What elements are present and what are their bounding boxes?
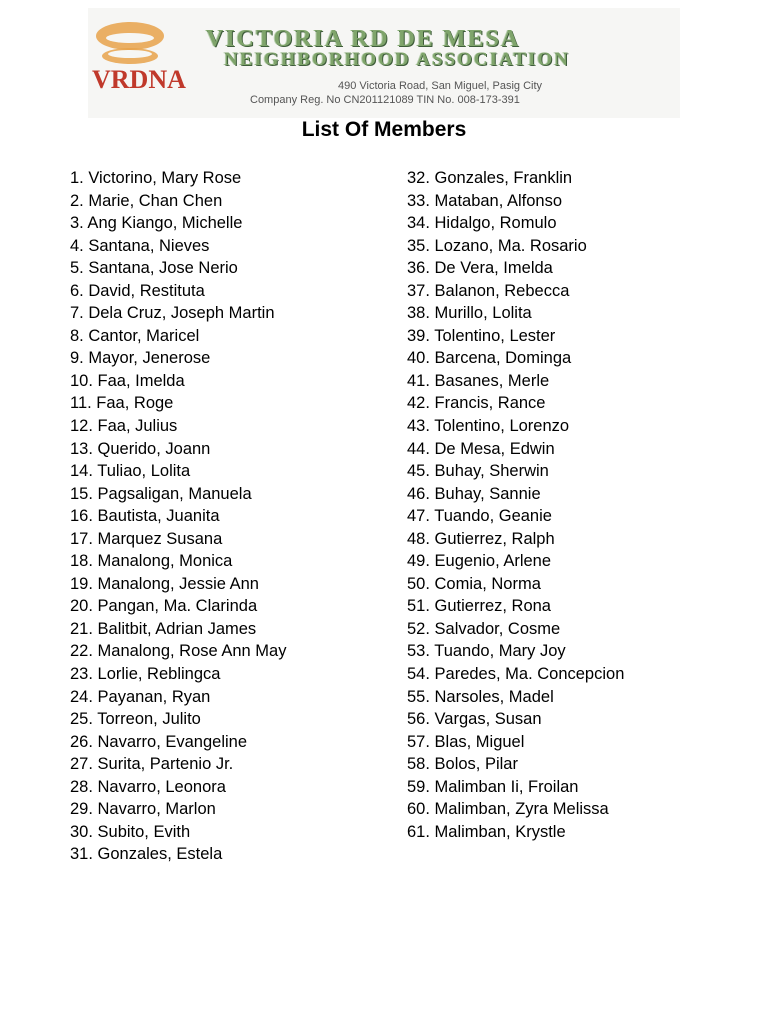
logo-text: VRDNA (92, 65, 186, 94)
member-item: 9. Mayor, Jenerose (70, 349, 211, 368)
member-item: 14. Tuliao, Lolita (70, 462, 191, 481)
member-item: 38. Murillo, Lolita (407, 304, 532, 323)
member-item: 40. Barcena, Dominga (407, 349, 572, 368)
member-item: 39. Tolentino, Lester (407, 326, 556, 345)
letterhead (88, 8, 680, 118)
member-item: 25. Torreon, Julito (70, 710, 201, 729)
member-item: 45. Buhay, Sherwin (407, 462, 549, 481)
member-item: 58. Bolos, Pilar (407, 755, 518, 774)
member-item: 21. Balitbit, Adrian James (70, 619, 257, 638)
member-item: 35. Lozano, Ma. Rosario (407, 236, 587, 255)
member-item: 53. Tuando, Mary Joy (407, 642, 566, 661)
member-item: 41. Basanes, Merle (407, 371, 550, 390)
member-item: 27. Surita, Partenio Jr. (70, 755, 234, 774)
member-item: 43. Tolentino, Lorenzo (407, 417, 570, 436)
member-item: 29. Navarro, Marlon (70, 800, 216, 819)
member-item: 16. Bautista, Juanita (70, 507, 220, 526)
member-item: 42. Francis, Rance (407, 394, 546, 413)
member-item: 56. Vargas, Susan (407, 710, 542, 729)
page-title: List Of Members (301, 118, 467, 141)
member-item: 15. Pagsaligan, Manuela (70, 484, 252, 503)
member-item: 59. Malimban Ii, Froilan (407, 777, 579, 796)
member-item: 11. Faa, Roge (70, 394, 174, 413)
member-item: 61. Malimban, Krystle (407, 822, 566, 841)
member-item: 47. Tuando, Geanie (407, 507, 552, 526)
member-item: 49. Eugenio, Arlene (407, 552, 552, 571)
member-item: 24. Payanan, Ryan (70, 687, 211, 706)
member-item: 5. Santana, Jose Nerio (70, 259, 238, 278)
member-item: 54. Paredes, Ma. Concepcion (407, 665, 625, 684)
member-item: 48. Gutierrez, Ralph (407, 529, 555, 548)
member-item: 34. Hidalgo, Romulo (407, 214, 557, 233)
member-item: 33. Mataban, Alfonso (407, 191, 563, 210)
member-item: 4. Santana, Nieves (70, 236, 210, 255)
org-address: 490 Victoria Road, San Miguel, Pasig City (338, 80, 543, 92)
member-item: 31. Gonzales, Estela (70, 845, 223, 864)
member-item: 52. Salvador, Cosme (407, 619, 561, 638)
member-item: 32. Gonzales, Franklin (407, 169, 573, 187)
member-item: 18. Manalong, Monica (70, 552, 233, 571)
member-item: 57. Blas, Miguel (407, 732, 525, 751)
members-list-left (70, 167, 286, 866)
member-item: 55. Narsoles, Madel (407, 687, 554, 706)
member-item: 50. Comia, Norma (407, 574, 541, 593)
member-item: 51. Gutierrez, Rona (407, 597, 551, 616)
vrdna-logo (88, 8, 198, 118)
member-item: 17. Marquez Susana (70, 529, 223, 548)
member-item: 36. De Vera, Imelda (407, 259, 553, 278)
member-item: 28. Navarro, Leonora (70, 777, 226, 796)
member-item: 60. Malimban, Zyra Melissa (407, 800, 609, 819)
member-item: 7. Dela Cruz, Joseph Martin (70, 304, 275, 323)
member-item: 19. Manalong, Jessie Ann (70, 574, 259, 593)
member-item: 23. Lorlie, Reblingca (70, 665, 221, 684)
member-item: 1. Victorino, Mary Rose (70, 169, 242, 187)
member-item: 13. Querido, Joann (70, 439, 211, 458)
member-item: 10. Faa, Imelda (70, 371, 185, 390)
member-item: 44. De Mesa, Edwin (407, 439, 555, 458)
member-item: 46. Buhay, Sannie (407, 484, 541, 503)
member-item: 20. Pangan, Ma. Clarinda (70, 597, 258, 616)
member-item: 3. Ang Kiango, Michelle (70, 214, 243, 233)
member-item: 8. Cantor, Maricel (70, 326, 200, 345)
org-name-line1: VICTORIA RD DE MESA (206, 26, 521, 52)
member-item: 2. Marie, Chan Chen (70, 191, 223, 210)
member-item: 6. David, Restituta (70, 281, 205, 300)
member-item: 12. Faa, Julius (70, 417, 178, 436)
member-item: 30. Subito, Evith (70, 822, 191, 841)
member-item: 22. Manalong, Rose Ann May (70, 642, 287, 661)
member-item: 26. Navarro, Evangeline (70, 732, 248, 751)
members-list-right (407, 167, 624, 843)
member-item: 37. Balanon, Rebecca (407, 281, 570, 300)
org-registration: Company Reg. No CN201121089 TIN No. 008-173-391 (250, 94, 520, 106)
org-name-line2: NEIGHBORHOOD ASSOCIATION (224, 49, 570, 70)
